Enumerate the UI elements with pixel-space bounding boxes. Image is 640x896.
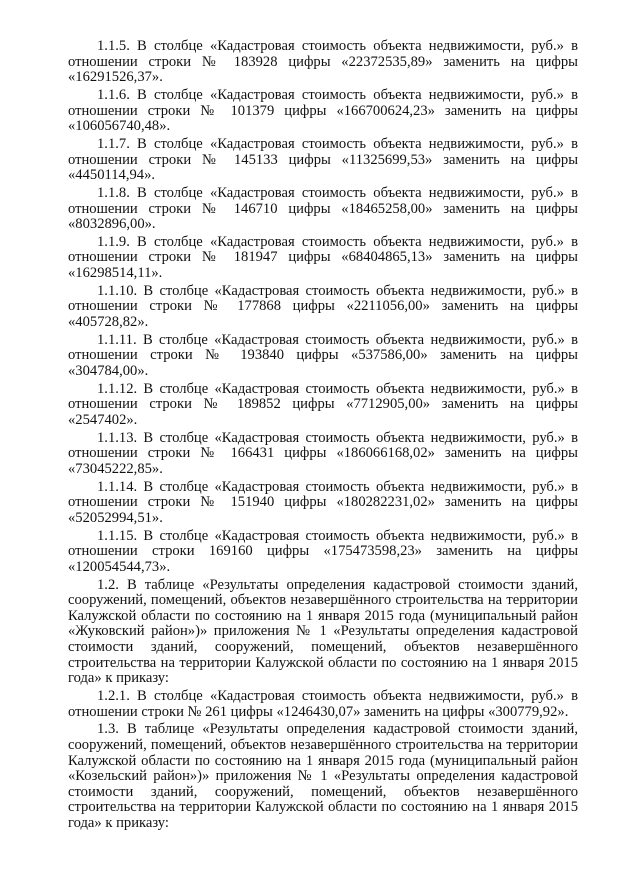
paragraph-1-1-14: 1.1.14. В столбце «Кадастровая стоимость объекта недвижимости, руб.» в отношении строки № 151940 цифры «180282231,02» заменить на цифры «52052994,51». [68,478,578,526]
paragraph-1-1-11: 1.1.11. В столбце «Кадастровая стоимость объекта недвижимости, руб.» в отношении строки № 193840 цифры «537586,00» заменить на цифры «304784,00». [68,331,578,379]
paragraph-1-1-15: 1.1.15. В столбце «Кадастровая стоимость объекта недвижимости, руб.» в отношении строки 169160 цифры «175473598,23» заменить на цифры «120054544,73». [68,527,578,575]
paragraph-1-1-9: 1.1.9. В столбце «Кадастровая стоимость объекта недвижимости, руб.» в отношении строки № 181947 цифры «68404865,13» заменить на цифры «16298514,11». [68,233,578,282]
paragraph-1-1-6: 1.1.6. В столбце «Кадастровая стоимость объекта недвижимости, руб.» в отношении строки № 101379 цифры «166700624,23» заменить на цифры «106056740,48». [68,86,578,135]
paragraph-1-1-7: 1.1.7. В столбце «Кадастровая стоимость объекта недвижимости, руб.» в отношении строки № 145133 цифры «11325699,53» заменить на цифры «4450114,94». [68,135,578,184]
paragraph-1-1-12: 1.1.12. В столбце «Кадастровая стоимость объекта недвижимости, руб.» в отношении строки № 189852 цифры «7712905,00» заменить на цифры «2547402». [68,380,578,428]
paragraph-1-2: 1.2. В таблице «Результаты определения кадастровой стоимости зданий, сооружений, помещений, объектов незавершённого строительства на территории Калужской области по состоянию на 1 января 2015 года (муниципальный район «Жуковский район»)» приложения № 1 «Результаты определения кадастровой стоимости зданий, сооружений, помещений, объектов незавершённого строительства на территории Калужской области по состоянию на 1 января 2015 года» к приказу: [68,576,578,687]
paragraph-1-1-5: 1.1.5. В столбце «Кадастровая стоимость объекта недвижимости, руб.» в отношении строки № 183928 цифры «22372535,89» заменить на цифры «16291526,37». [68,38,578,86]
paragraph-1-3: 1.3. В таблице «Результаты определения кадастровой стоимости зданий, сооружений, помещений, объектов незавершённого строительства на территории Калужской области по состоянию на 1 января 2015 года (муниципальный район «Козельский район»)» приложения № 1 «Результаты определения кадастровой стоимости зданий, сооружений, помещений, объектов незавершённого строительства на территории Калужской области по состоянию на 1 января 2015 года» к приказу: [68,721,578,831]
paragraph-1-1-13: 1.1.13. В столбце «Кадастровая стоимость объекта недвижимости, руб.» в отношении строки № 166431 цифры «186066168,02» заменить на цифры «73045222,85». [68,429,578,477]
paragraph-1-1-8: 1.1.8. В столбце «Кадастровая стоимость объекта недвижимости, руб.» в отношении строки № 146710 цифры «18465258,00» заменить на цифры «8032896,00». [68,184,578,233]
paragraph-1-1-10: 1.1.10. В столбце «Кадастровая стоимость объекта недвижимости, руб.» в отношении строки № 177868 цифры «2211056,00» заменить на цифры «405728,82». [68,282,578,331]
paragraph-1-2-1: 1.2.1. В столбце «Кадастровая стоимость объекта недвижимости, руб.» в отношении строки № 261 цифры «1246430,07» заменить на цифры «300779,92». [68,688,578,720]
